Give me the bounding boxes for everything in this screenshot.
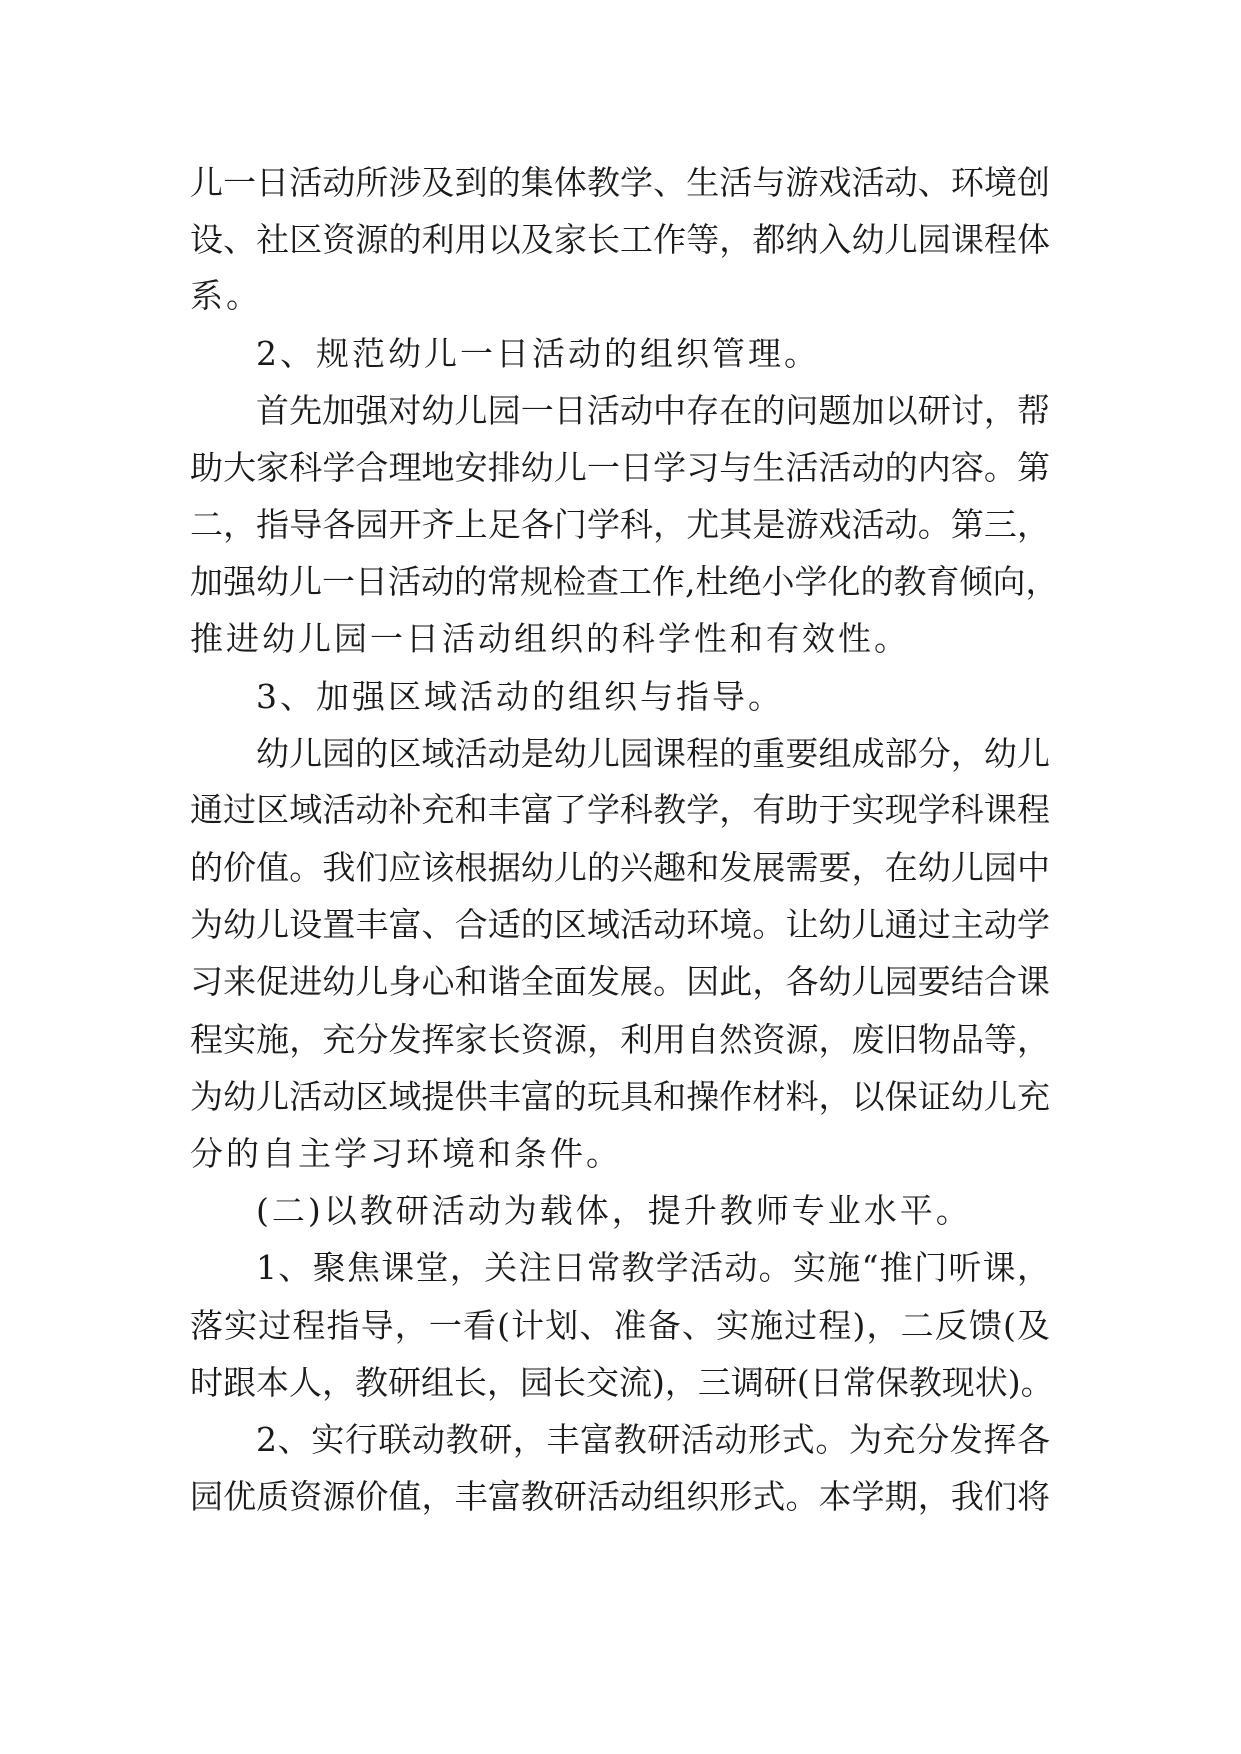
paragraph-line: 1、聚焦课堂，关注日常教学活动。实施“推门听课， bbox=[256, 1248, 1050, 1287]
section-heading: 2、规范幼儿一日活动的组织管理。 bbox=[256, 334, 820, 373]
paragraph-line: 习来促进幼儿身心和谐全面发展。因此，各幼儿园要结合课 bbox=[190, 962, 1050, 1001]
paragraph-line: 首先加强对幼儿园一日活动中存在的问题加以研讨，帮 bbox=[256, 391, 1050, 430]
paragraph-line: 推进幼儿园一日活动组织的科学性和有效性。 bbox=[190, 619, 910, 658]
paragraph-line: 分的自主学习环境和条件。 bbox=[190, 1134, 622, 1173]
section-heading: (二)以教研活动为载体，提升教师专业水平。 bbox=[256, 1191, 972, 1230]
paragraph-line: 园优质资源价值，丰富教研活动组织形式。本学期，我们将 bbox=[190, 1477, 1050, 1516]
paragraph-line: 2、实行联动教研，丰富教研活动形式。为充分发挥各 bbox=[256, 1420, 1050, 1459]
paragraph-line: 通过区域活动补充和丰富了学科教学，有助于实现学科课程 bbox=[190, 790, 1050, 829]
paragraph-line: 程实施，充分发挥家长资源，利用自然资源，废旧物品等， bbox=[190, 1020, 1050, 1059]
paragraph-line: 系。 bbox=[190, 276, 262, 315]
paragraph-line: 为幼儿设置丰富、合适的区域活动环境。让幼儿通过主动学 bbox=[190, 905, 1050, 944]
paragraph-line: 时跟本人，教研组长，园长交流)，三调研(日常保教现状)。 bbox=[190, 1363, 1054, 1402]
paragraph-line: 的价值。我们应该根据幼儿的兴趣和发展需要，在幼儿园中 bbox=[190, 848, 1050, 887]
paragraph-line: 落实过程指导，一看(计划、准备、实施过程)，二反馈(及 bbox=[190, 1306, 1050, 1345]
paragraph-line: 设、社区资源的利用以及家长工作等，都纳入幼儿园课程体 bbox=[190, 220, 1050, 259]
paragraph-line: 为幼儿活动区域提供丰富的玩具和操作材料，以保证幼儿充 bbox=[190, 1077, 1050, 1116]
paragraph-line: 二，指导各园开齐上足各门学科，尤其是游戏活动。第三， bbox=[190, 505, 1050, 544]
paragraph-line: 助大家科学合理地安排幼儿一日学习与生活活动的内容。第 bbox=[190, 448, 1050, 487]
paragraph-line: 儿一日活动所涉及到的集体教学、生活与游戏活动、环境创 bbox=[190, 163, 1050, 202]
paragraph-line: 幼儿园的区域活动是幼儿园课程的重要组成部分，幼儿 bbox=[256, 734, 1050, 773]
paragraph-line: 加强幼儿一日活动的常规检查工作,杜绝小学化的教育倾向， bbox=[190, 562, 1059, 601]
section-heading: 3、加强区域活动的组织与指导。 bbox=[256, 677, 784, 716]
